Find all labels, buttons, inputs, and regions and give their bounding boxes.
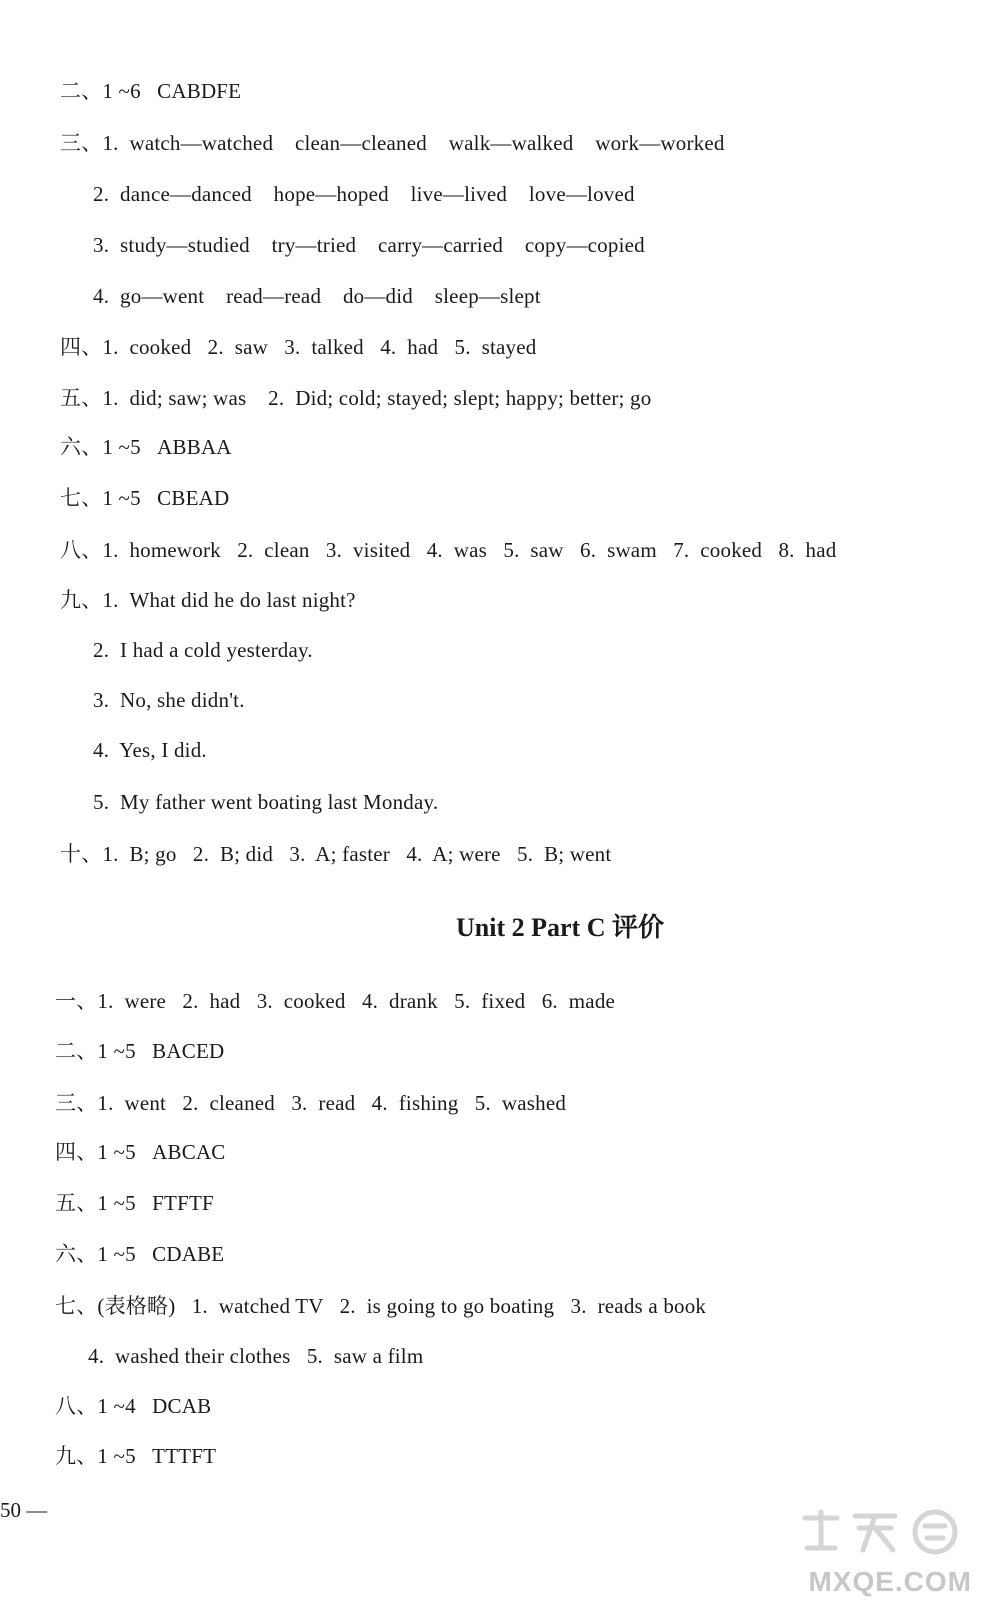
answer-line: 三、1. went 2. cleaned 3. read 4. fishing 5. washed xyxy=(55,1091,567,1115)
watermark-text: MXQE.COM xyxy=(808,1566,972,1597)
answer-line: 七、(表格略) 1. watched TV 2. is going to go boating 3. reads a book xyxy=(55,1294,707,1318)
answer-line: 六、1 ~5 CDABE xyxy=(55,1242,225,1266)
answer-line: 十、1. B; go 2. B; did 3. A; faster 4. A; were 5. B; went xyxy=(60,842,612,866)
answer-line: 六、1 ~5 ABBAA xyxy=(60,435,232,459)
answer-line: 三、1. watch—watched clean—cleaned walk—walked work—worked xyxy=(60,131,725,155)
answer-line: 5. My father went boating last Monday. xyxy=(93,790,439,814)
answer-line: 2. I had a cold yesterday. xyxy=(93,638,313,662)
answer-line: 九、1 ~5 TTTFT xyxy=(55,1444,217,1468)
answer-line: 五、1. did; saw; was 2. Did; cold; stayed; slept; happy; better; go xyxy=(60,386,652,410)
answer-line: 五、1 ~5 FTFTF xyxy=(55,1191,214,1215)
answer-line: 八、1 ~4 DCAB xyxy=(55,1394,212,1418)
answer-line: 一、1. were 2. had 3. cooked 4. drank 5. fixed 6. made xyxy=(55,989,616,1013)
answer-line: 3. No, she didn't. xyxy=(93,688,245,712)
answer-line: 二、1 ~5 BACED xyxy=(55,1039,225,1063)
answer-line: 2. dance—danced hope—hoped live—lived love—loved xyxy=(93,182,635,206)
answer-line: 九、1. What did he do last night? xyxy=(60,588,356,612)
answer-line: 二、1 ~6 CABDFE xyxy=(60,79,242,103)
answer-line: 四、1 ~5 ABCAC xyxy=(55,1140,226,1164)
answer-line: 4. go—went read—read do—did sleep—slept xyxy=(93,284,541,308)
section-heading: Unit 2 Part C 评价 xyxy=(456,913,664,942)
answer-line: 4. washed their clothes 5. saw a film xyxy=(88,1344,424,1368)
answer-line: 3. study—studied try—tried carry—carried copy—copied xyxy=(93,233,645,257)
answer-line: 四、1. cooked 2. saw 3. talked 4. had 5. stayed xyxy=(60,335,537,359)
page-number: 50 — xyxy=(0,1498,48,1522)
answer-line: 八、1. homework 2. clean 3. visited 4. was 5. saw 6. swam 7. cooked 8. had xyxy=(60,538,837,562)
answer-line: 七、1 ~5 CBEAD xyxy=(60,486,230,510)
answer-line: 4. Yes, I did. xyxy=(93,738,207,762)
